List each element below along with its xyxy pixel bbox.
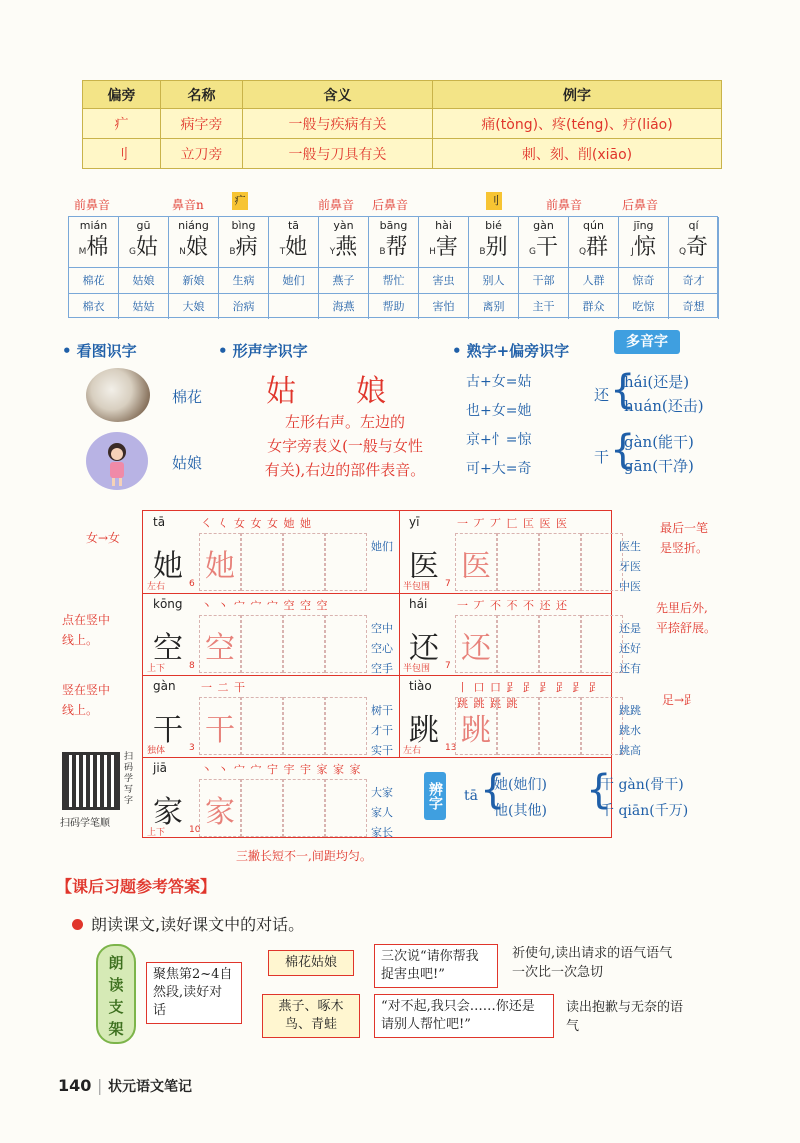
model-char: 医 — [409, 549, 439, 584]
table-header: 偏旁 — [83, 81, 161, 109]
word: 人群 — [569, 267, 618, 293]
side-note: 先里后外, 平捺舒展。 — [656, 601, 717, 635]
radical-table — [82, 80, 722, 169]
model-char: 她 — [153, 549, 183, 584]
word: 还好 — [619, 642, 641, 655]
practice-cell[interactable] — [325, 615, 367, 673]
strip-char-cell — [69, 217, 119, 319]
model-char: 空 — [153, 631, 183, 666]
practice-cell[interactable] — [241, 615, 283, 673]
word: 害怕 — [419, 293, 468, 319]
word: 家长 — [371, 826, 393, 839]
word: 燕子 — [319, 267, 368, 293]
char: B别 — [479, 235, 508, 260]
section-sound: • 形声字识字 — [218, 340, 308, 361]
table-cell: 疒 — [83, 109, 161, 139]
tip-text: 读出抱歉与无奈的语气 — [566, 1000, 684, 1034]
poly-char: 还 — [594, 386, 610, 404]
word: 姑姑 — [119, 293, 168, 319]
practice-cell[interactable] — [283, 615, 325, 673]
word: 才干 — [371, 724, 393, 737]
tip-text: 祈使句,读出请求的语气语气一次比一次急切 — [512, 946, 673, 980]
word: 医生 — [619, 540, 641, 553]
stroke-order: 丶 丶 宀 宀 宀 空 空 空 — [201, 599, 329, 612]
brace-icon: { — [480, 767, 506, 813]
stroke-order: 丨 口 口 𧾷 𧾷 𧾷 𧾷 𧾷 𧾷 跳 跳 跳 跳 — [457, 681, 601, 710]
page-number: 140 — [58, 1076, 92, 1095]
table-header: 含义 — [243, 81, 433, 109]
practice-cell[interactable] — [199, 533, 241, 591]
strip-char-cell — [119, 217, 169, 319]
sound-char: 姑 — [266, 374, 296, 409]
practice-cell[interactable] — [539, 697, 581, 755]
strip-char-cell — [669, 217, 719, 319]
practice-cell[interactable] — [199, 697, 241, 755]
practice-cell[interactable] — [199, 615, 241, 673]
table-cell: 病字旁 — [161, 109, 243, 139]
table-cell: 刺、刻、削(xiāo) — [433, 139, 722, 169]
word: 吃惊 — [619, 293, 668, 319]
side-note: 最后一笔 是竖折。 — [660, 521, 709, 555]
strip-label: 后鼻音 — [372, 198, 409, 212]
trace-char: 医 — [461, 549, 491, 584]
stroke-order: 一 丆 不 不 不 还 还 — [457, 599, 568, 612]
stroke-order: 一 丆 丆 匚 匞 医 医 — [457, 517, 568, 530]
practice-cell[interactable] — [539, 533, 581, 591]
word: 她们 — [269, 267, 318, 293]
look-label: 姑娘 — [172, 454, 203, 472]
poly-readings: gàn(能干) gān(干净) — [624, 433, 694, 475]
role-box: 燕子、啄木鸟、青蛙 — [262, 994, 360, 1038]
pinyin: gàn — [153, 679, 176, 693]
qr-code[interactable] — [62, 752, 120, 810]
word: 离别 — [469, 293, 518, 319]
grid-line — [143, 593, 611, 594]
model-char: 还 — [409, 631, 439, 666]
practice-cell[interactable] — [455, 615, 497, 673]
strip-label: 前鼻音 — [318, 198, 355, 212]
brace-icon: { — [610, 427, 636, 473]
structure: 半包围 — [403, 582, 431, 592]
practice-cell[interactable] — [283, 779, 325, 837]
structure: 左右 — [147, 582, 166, 592]
trace-char: 跳 — [461, 713, 491, 748]
word: 姑娘 — [119, 267, 168, 293]
word: 大家 — [371, 786, 393, 799]
word: 奇才 — [669, 267, 718, 293]
word: 牙医 — [619, 560, 641, 573]
quote-box: 三次说“请你帮我捉害虫吧!” — [374, 944, 498, 988]
pinyin: kōng — [153, 597, 183, 611]
brace-icon: { — [586, 767, 612, 813]
practice-cell[interactable] — [455, 533, 497, 591]
word: 帮忙 — [369, 267, 418, 293]
section-known: • 熟字+偏旁识字 — [452, 340, 569, 361]
trace-char: 还 — [461, 631, 491, 666]
trace-char: 家 — [205, 795, 235, 830]
side-note: 竖在竖中 线上。 — [62, 683, 111, 717]
side-note: 女→女 — [86, 531, 121, 545]
word: 跳高 — [619, 744, 641, 757]
table-row — [83, 109, 722, 139]
word: 棉衣 — [69, 293, 118, 319]
char: T她 — [279, 235, 308, 260]
pinyin: gàn — [533, 219, 554, 232]
exercise-text: 朗读课文,读好课文中的对话。 — [72, 912, 304, 935]
strip-char-cell — [269, 217, 319, 319]
table-header: 名称 — [161, 81, 243, 109]
pinyin: tiào — [409, 679, 432, 693]
pinyin: jiā — [153, 761, 168, 775]
side-note: 点在竖中 线上。 — [62, 613, 111, 647]
practice-cell[interactable] — [497, 697, 539, 755]
practice-cell[interactable] — [241, 533, 283, 591]
strip-char-cell — [419, 217, 469, 319]
trace-char: 干 — [205, 713, 235, 748]
support-badge: 朗 读 支 架 — [96, 944, 136, 1044]
footer: 140 | 状元语文笔记 — [58, 1076, 192, 1095]
practice-cell[interactable] — [283, 533, 325, 591]
poly-readings: hái(还是) huán(还击) — [624, 373, 704, 415]
table-cell: 一般与疾病有关 — [243, 109, 433, 139]
char: G干 — [529, 235, 558, 260]
pinyin: tā — [153, 515, 166, 529]
girl-illustration — [86, 432, 148, 490]
practice-cell[interactable] — [497, 615, 539, 673]
strip-label: 后鼻音 — [622, 198, 659, 212]
word: 还有 — [619, 662, 641, 675]
book-title: 状元语文笔记 — [107, 1079, 192, 1095]
word: 空心 — [371, 642, 393, 655]
multi-reading-badge: 多音字 — [614, 330, 680, 354]
strip-char-cell — [219, 217, 269, 319]
strip-label: 前鼻音 — [74, 198, 111, 212]
sound-note: 左形右声。左边的 女字旁表义(一般与女性 有关),右边的部件表音。 — [264, 413, 426, 479]
stroke-count: 6 — [189, 579, 195, 589]
focus-box: 聚焦第2~4自然段,读好对话 — [146, 962, 242, 1024]
radical-tag: 刂 — [486, 192, 502, 210]
practice-cell[interactable] — [241, 779, 283, 837]
qr-caption: 扫码学写字 — [124, 752, 134, 806]
sound-char: 娘 — [356, 374, 386, 409]
word: 主干 — [519, 293, 568, 319]
word: 害虫 — [419, 267, 468, 293]
stroke-count: 3 — [189, 743, 195, 753]
pinyin: gū — [136, 219, 151, 232]
practice-cell[interactable] — [325, 779, 367, 837]
pinyin: yàn — [333, 219, 354, 232]
pinyin: mián — [79, 219, 108, 232]
table-header: 例字 — [433, 81, 722, 109]
answers-title: 【课后习题参考答案】 — [56, 877, 217, 896]
bianzi-badge: 辨字 — [424, 772, 446, 820]
word: 新娘 — [169, 267, 218, 293]
char: Q奇 — [678, 235, 709, 260]
char: H害 — [429, 235, 458, 260]
practice-cell[interactable] — [497, 533, 539, 591]
word: 帮助 — [369, 293, 418, 319]
char: Q群 — [578, 235, 609, 260]
bianzi-pinyin: tā — [464, 788, 478, 804]
word: 跳跳 — [619, 704, 641, 717]
pinyin: bìng — [231, 219, 256, 232]
bianzi-left: 她(她们) 他(其他) — [494, 777, 547, 819]
pinyin: hài — [435, 219, 452, 232]
practice-cell[interactable] — [539, 615, 581, 673]
structure: 独体 — [147, 746, 166, 756]
word: 生病 — [219, 267, 268, 293]
practice-cell[interactable] — [325, 533, 367, 591]
word: 实干 — [371, 744, 393, 757]
practice-cell[interactable] — [455, 697, 497, 755]
bianzi-right: 干 gàn(骨干) 千 qiān(千万) — [600, 777, 689, 819]
radical-tag: 疒 — [232, 192, 248, 210]
look-label: 棉花 — [172, 388, 203, 406]
strip-char-cell — [619, 217, 669, 319]
grid-divider — [399, 511, 400, 757]
char: G姑 — [129, 235, 158, 260]
section-look: • 看图识字 — [62, 340, 137, 361]
word: 大娘 — [169, 293, 218, 319]
grid-line — [143, 757, 611, 758]
stroke-count: 7 — [445, 661, 451, 671]
stroke-count: 10 — [189, 825, 201, 835]
poly-char: 干 — [594, 448, 610, 466]
qr-caption: 扫码学笔顺 — [60, 818, 110, 829]
structure: 半包围 — [403, 664, 431, 674]
table-cell: 刂 — [83, 139, 161, 169]
word: 别人 — [469, 267, 518, 293]
table-cell: 痛(tòng)、疼(téng)、疗(liáo) — [433, 109, 722, 139]
structure: 上下 — [147, 828, 166, 838]
girl-icon — [86, 432, 148, 490]
pinyin: yī — [409, 515, 420, 529]
word: 树干 — [371, 704, 393, 717]
model-char: 跳 — [409, 713, 439, 748]
model-char: 家 — [153, 795, 183, 830]
char: N娘 — [179, 235, 208, 260]
word: 棉花 — [69, 267, 118, 293]
practice-cell[interactable] — [199, 779, 241, 837]
char: B帮 — [379, 235, 408, 260]
side-note: 足→𧾷 — [662, 693, 697, 707]
trace-char: 空 — [205, 631, 235, 666]
known-formulas: 古+女=姑 也+女=她 京+忄=惊 可+大=奇 — [466, 374, 532, 477]
character-strip — [68, 216, 718, 318]
char: M棉 — [78, 235, 109, 260]
strip-char-cell — [369, 217, 419, 319]
word: 海燕 — [319, 293, 368, 319]
role-box: 棉花姑娘 — [268, 950, 354, 976]
strip-label: 鼻音n — [172, 198, 204, 212]
pinyin: niáng — [178, 219, 209, 232]
structure: 左右 — [403, 746, 422, 756]
char: Y燕 — [329, 235, 358, 260]
char: B病 — [229, 235, 258, 260]
word: 奇想 — [669, 293, 718, 319]
word: 空手 — [371, 662, 393, 675]
word: 中医 — [619, 580, 641, 593]
char: J惊 — [631, 235, 656, 260]
pinyin: jīng — [633, 219, 654, 232]
word: 她们 — [371, 540, 393, 553]
word: 干部 — [519, 267, 568, 293]
pinyin: tā — [287, 219, 300, 232]
brace-icon: { — [610, 367, 636, 413]
stroke-count: 13 — [445, 743, 457, 753]
strip-char-cell — [569, 217, 619, 319]
word: 跳水 — [619, 724, 641, 737]
word: 空中 — [371, 622, 393, 635]
trace-char: 她 — [205, 549, 235, 584]
pinyin: qún — [583, 219, 604, 232]
table-cell: 一般与刀具有关 — [243, 139, 433, 169]
stroke-order: 丶 丶 宀 宀 宁 宇 宇 家 家 家 — [201, 763, 362, 776]
pinyin: qí — [688, 219, 699, 232]
stroke-count: 8 — [189, 661, 195, 671]
stroke-order: ㇛ 𡿨 女 女 女 她 她 — [201, 517, 312, 530]
side-note: 三撇长短不一,间距均匀。 — [236, 849, 372, 863]
strip-char-cell — [519, 217, 569, 319]
strip-char-cell — [319, 217, 369, 319]
word: 群众 — [569, 293, 618, 319]
pinyin: hái — [409, 597, 428, 611]
word — [269, 293, 318, 319]
stroke-count: 7 — [445, 579, 451, 589]
pinyin: bié — [485, 219, 502, 232]
pinyin: bāng — [379, 219, 408, 232]
practice-cell[interactable] — [325, 697, 367, 755]
quote-box: “对不起,我只会……你还是请别人帮忙吧!” — [374, 994, 554, 1038]
table-row — [83, 139, 722, 169]
cotton-photo — [86, 368, 150, 422]
table-cell: 立刀旁 — [161, 139, 243, 169]
practice-cell[interactable] — [283, 697, 325, 755]
model-char: 干 — [153, 713, 183, 748]
word: 治病 — [219, 293, 268, 319]
strip-char-cell — [469, 217, 519, 319]
structure: 上下 — [147, 664, 166, 674]
strip-char-cell — [169, 217, 219, 319]
strip-label: 前鼻音 — [546, 198, 583, 212]
practice-cell[interactable] — [241, 697, 283, 755]
stroke-order: 一 二 干 — [201, 681, 246, 694]
grid-line — [143, 675, 611, 676]
word: 还是 — [619, 622, 641, 635]
word: 惊奇 — [619, 267, 668, 293]
word: 家人 — [371, 806, 393, 819]
